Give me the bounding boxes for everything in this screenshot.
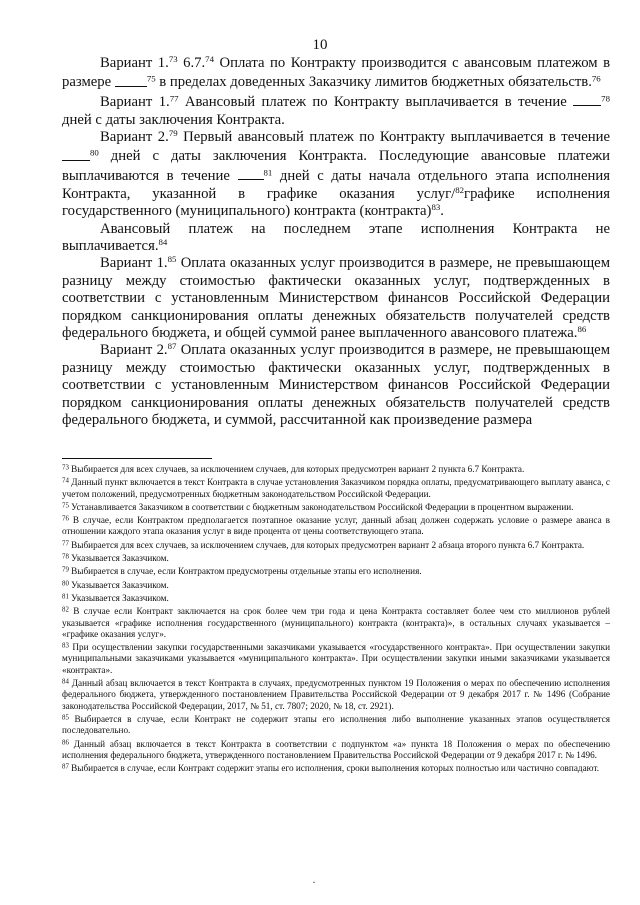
footnote-number: 79 — [62, 566, 69, 574]
text: Вариант 1. — [100, 55, 169, 71]
footnote-number: 87 — [62, 763, 69, 771]
text: в пределах доведенных Заказчику лимитов бюджетных обязательств. — [155, 74, 592, 91]
footnote-ref: 75 — [146, 73, 156, 84]
stray-mark: · — [312, 875, 316, 889]
text: Авансовый платеж на последнем этапе исполнения Контракта не выплачивается. — [62, 220, 610, 254]
footnote-ref: 74 — [205, 54, 214, 65]
footnote-separator — [62, 458, 212, 459]
footnote-number: 84 — [62, 678, 69, 686]
footnote-number: 78 — [62, 553, 69, 561]
footnote-ref: 82 — [455, 184, 465, 195]
footnote-ref: 87 — [167, 341, 177, 352]
footnote-text: Выбирается для всех случаев, за исключением случаев, для которых предусмотрен вариант 2 пункта 6.7 Контракта. — [68, 464, 525, 474]
text: Вариант 2. — [100, 342, 168, 359]
footnote-ref: 86 — [577, 324, 587, 335]
footnote-number: 76 — [62, 515, 69, 523]
footnote-82 — [62, 606, 610, 640]
footnote-79 — [62, 566, 610, 577]
paragraph-advance-variant-1 — [62, 92, 610, 129]
footnote-74 — [62, 477, 610, 500]
footnote-77 — [62, 540, 610, 551]
paragraph-services-payment-variant-2 — [62, 342, 610, 429]
paragraph-last-stage-advance — [62, 221, 610, 256]
footnote-text: Указывается Заказчиком. — [68, 579, 169, 590]
fill-in-blank — [573, 92, 601, 106]
footnote-ref: 80 — [90, 147, 99, 158]
footnote-text: Выбирается в случае, если Контрактом предусмотрены отдельные этапы его исполнения. — [68, 566, 422, 577]
footnote-number: 86 — [62, 739, 69, 747]
text: Вариант 2. — [100, 129, 169, 146]
footnote-number: 81 — [62, 593, 69, 601]
text: Вариант 1. — [100, 255, 168, 272]
fill-in-blank — [238, 166, 264, 180]
paragraph-payment-variant-1 — [62, 55, 610, 92]
text: . — [440, 203, 444, 220]
paragraph-advance-variant-2 — [62, 129, 610, 220]
footnote-75 — [62, 502, 610, 513]
text: дней с даты начала отдельного этапа исполнения Контракта, указанной в графике оказания услуг/ — [62, 168, 610, 202]
footnotes — [62, 464, 610, 776]
footnote-number: 73 — [62, 464, 69, 472]
text: графике исполнения государственного (муниципального) контракта (контракта) — [62, 185, 610, 220]
footnote-83 — [62, 642, 610, 676]
footnote-text: Выбирается в случае, если Контракт не содержит этапы его исполнения либо выполнение указанных этапов осуществляется последовательно. — [62, 713, 610, 736]
footnote-ref: 78 — [601, 93, 610, 104]
footnote-number: 80 — [62, 580, 69, 588]
footnote-number: 85 — [62, 714, 69, 722]
text: Оплата по Контракту производится с авансовым платежом в размере — [62, 55, 611, 91]
footnote-86 — [62, 739, 610, 762]
text: Оплата оказанных услуг производится в размере, не превышающем разницу между стоимостью фактически оказанных услуг, подтвержденных в соответствии с установленным Министерством финансов Российской Федерации порядком санкционирования оплаты денежных обязательств получателей средств федерального бюджета, и суммой, рассчитанной как произведение размера — [62, 342, 610, 428]
footnote-73 — [62, 464, 610, 475]
footnote-number: 77 — [62, 540, 69, 548]
footnote-text: Устанавливается Заказчиком в соответствии с бюджетным законодательством Российской Федерации в процентном выражении. — [68, 501, 574, 512]
footnote-76 — [62, 515, 610, 538]
footnote-text: Указывается Заказчиком. — [68, 553, 169, 564]
text: Вариант 1. — [100, 94, 170, 111]
footnote-text: В случае, если Контрактом предполагается поэтапное оказание услуг, данный абзац должен содержать условие о размере аванса в отношении каждого этапа оказания услуг в виде процента от цены соответствующего этапа. — [62, 515, 610, 537]
footnote-text: При осуществлении закупки государственными заказчиками указывается «государственного контракта». При осуществлении закупки муниципальными заказчиками указывается «муниципального контракта». При осуществлении закупки иными заказчиками указывается «контракта». — [62, 642, 610, 675]
page-number: 10 — [312, 37, 328, 53]
footnote-number: 75 — [62, 502, 69, 510]
footnote-text: Данный абзац включается в текст Контракта в случаях, предусмотренных пунктом 19 Положения о мерах по обеспечению исполнения федерального бюджета, утвержденного постановлением Правительства Российской Федерации от 9 декабря 2017 г. № 1496 (Собрание законодательства Российской Федерации, 2017, № 51, ст. 7807; 2020, № 18, ст. 2921). — [62, 678, 610, 711]
footnote-80 — [62, 580, 610, 591]
footnote-text: В случае если Контракт заключается на срок более чем три года и цена Контракта составляет более чем сто миллионов рублей указывается «графике исполнения государственного (муниципального) контракта (контракта)», в остальных случаях указывается – «графике оказания услуг». — [62, 606, 610, 639]
footnote-text: Данный пункт включается в текст Контракта в случае установления Заказчиком порядка оплаты, предусматривающего выплату аванса, с учетом положений, предусмотренных бюджетным законодательством Российской Федерации. — [62, 477, 610, 499]
paragraph-services-payment-variant-1 — [62, 255, 610, 342]
text: 6.7. — [177, 55, 206, 71]
text: дней с даты заключения Контракта. Последующие авансовые платежи выплачиваются в течение — [62, 148, 610, 185]
footnote-ref: 73 — [168, 54, 178, 65]
fill-in-blank — [62, 146, 90, 160]
footnote-number: 82 — [62, 606, 69, 614]
footnote-81 — [62, 593, 610, 604]
fill-in-blank — [115, 72, 147, 86]
footnote-78 — [62, 553, 610, 564]
footnote-number: 74 — [62, 477, 69, 485]
footnote-87 — [62, 763, 610, 774]
footnote-text: Данный абзац включается в текст Контракта в соответствии с подпунктом «а» пункта 18 Положения о мерах по обеспечению исполнения федерального бюджета, утвержденного постановлением Правительства Российской Федерации от 9 декабря 2017 г. № 1496. — [62, 738, 610, 760]
footnote-85 — [62, 714, 610, 737]
footnote-84 — [62, 678, 610, 712]
footnote-ref: 77 — [169, 93, 179, 104]
footnote-number: 83 — [62, 642, 69, 650]
body-text — [62, 55, 610, 429]
footnote-ref: 85 — [167, 254, 177, 265]
footnote-text: Выбирается для всех случаев, за исключением случаев, для которых предусмотрен вариант 2 абзаца второго пункта 6.7 Контракта. — [68, 539, 585, 550]
text: Авансовый платеж по Контракту выплачивается в течение — [178, 94, 574, 111]
text: дней с даты заключения Контракта. — [62, 111, 285, 128]
footnote-text: Указывается Заказчиком. — [68, 592, 169, 603]
footnote-ref: 84 — [158, 237, 168, 248]
text: Оплата оказанных услуг производится в размере, не превышающем разницу между стоимостью фактически оказанных услуг, подтвержденных в соответствии с установленным Министерством финансов Российской Федерации порядком санкционирования оплаты денежных обязательств получателей средств федерального бюджета, и общей суммой ранее выплаченного авансового платежа. — [62, 255, 610, 341]
text: Первый авансовый платеж по Контракту выплачивается в течение — [177, 129, 610, 146]
footnote-text: Выбирается в случае, если Контракт содержит этапы его исполнения, сроки выполнения которых полностью или частично совпадают. — [68, 763, 600, 774]
footnote-ref: 79 — [168, 128, 178, 139]
footnote-ref: 76 — [591, 73, 601, 84]
footnote-ref: 81 — [263, 167, 273, 178]
footnote-ref: 83 — [431, 202, 441, 213]
